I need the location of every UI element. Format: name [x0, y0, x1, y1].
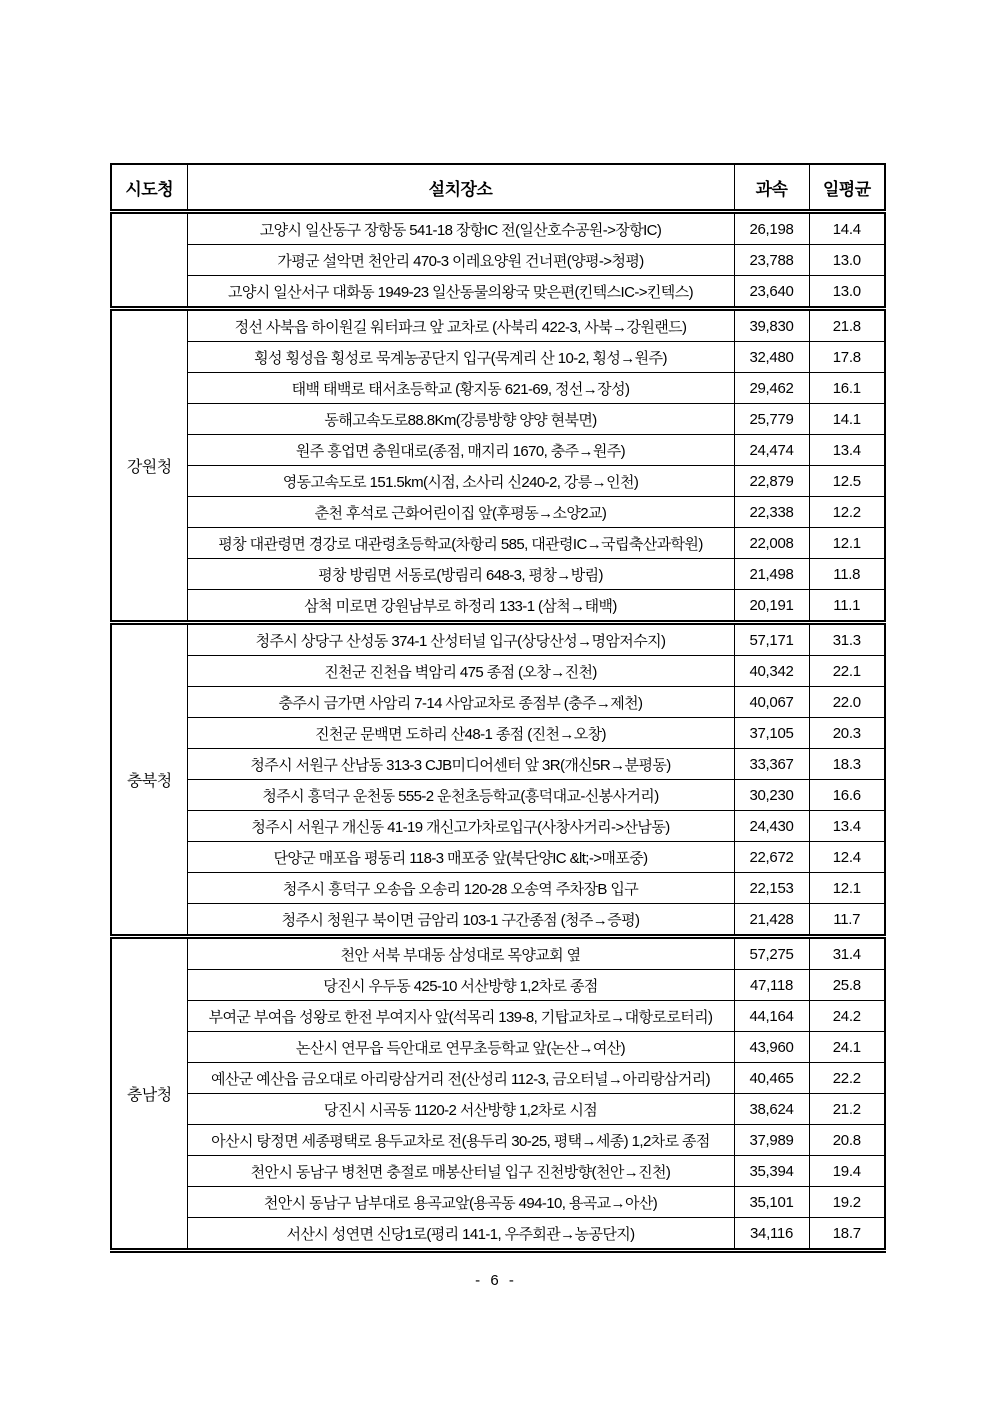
daily-avg-cell: 24.1: [809, 1032, 885, 1063]
location-text: 단양군 매포읍 평동리 118-3 매포중 앞(북단양IC &lt;->매포중): [273, 849, 648, 867]
table-row: [111, 749, 885, 780]
daily-avg-cell: 22.1: [809, 656, 885, 687]
table-row: [111, 1001, 885, 1032]
region-cell: 강원청: [111, 309, 187, 623]
location-cell: [187, 780, 734, 811]
speeding-count-cell: 35,101: [734, 1187, 809, 1218]
speeding-count-cell: 40,342: [734, 656, 809, 687]
table-row: [111, 623, 885, 656]
location-text: 원주 흥업면 충원대로(종점, 매지리 1670, 충주→원주): [295, 442, 626, 460]
speeding-count-cell: 20,191: [734, 590, 809, 623]
speeding-count-cell: 39,830: [734, 309, 809, 342]
location-text: 청주시 서원구 개신동 41-19 개신고가차로입구(사창사거리->산남동): [251, 818, 670, 836]
location-text: 춘천 후석로 근화어린이집 앞(후평동→소양2교): [314, 504, 607, 522]
location-cell: [187, 873, 734, 904]
daily-avg-cell: 12.5: [809, 466, 885, 497]
speeding-count-cell: 21,428: [734, 904, 809, 937]
table-row: [111, 342, 885, 373]
table-row: [111, 1218, 885, 1251]
speeding-count-cell: 22,008: [734, 528, 809, 559]
table-header: [111, 164, 885, 212]
daily-avg-cell: 12.1: [809, 873, 885, 904]
region-group: [111, 623, 885, 937]
region-group: [111, 309, 885, 623]
location-cell: [187, 435, 734, 466]
location-cell: [187, 656, 734, 687]
daily-avg-cell: 25.8: [809, 970, 885, 1001]
table-row: [111, 842, 885, 873]
daily-avg-cell: 20.3: [809, 718, 885, 749]
table-row: [111, 466, 885, 497]
location-text: 청주시 서원구 산남동 313-3 CJB미디어센터 앞 3R(개신5R→분평동): [250, 756, 671, 774]
speeding-count-cell: 44,164: [734, 1001, 809, 1032]
location-cell: [187, 1001, 734, 1032]
table-row: [111, 780, 885, 811]
table-row: [111, 245, 885, 276]
speeding-count-cell: 24,474: [734, 435, 809, 466]
header-speeding: 과속: [734, 164, 809, 212]
region-cell: 충남청: [111, 937, 187, 1251]
daily-avg-cell: 11.8: [809, 559, 885, 590]
region-cell: 충북청: [111, 623, 187, 937]
speeding-count-cell: 22,879: [734, 466, 809, 497]
header-daily-avg: 일평균: [809, 164, 885, 212]
table-row: [111, 497, 885, 528]
daily-avg-cell: 19.4: [809, 1156, 885, 1187]
location-text: 영동고속도로 151.5km(시점, 소사리 신240-2, 강릉→인천): [282, 473, 639, 491]
location-text: 부여군 부여읍 성왕로 한전 부여지사 앞(석목리 139-8, 기탑교차로→대항로로터리): [208, 1008, 713, 1026]
table-row: [111, 212, 885, 245]
speeding-count-cell: 40,465: [734, 1063, 809, 1094]
location-text: 천안시 동남구 남부대로 용곡교앞(용곡동 494-10, 용곡교→아산): [263, 1194, 658, 1212]
location-cell: [187, 970, 734, 1001]
location-cell: [187, 342, 734, 373]
speeding-count-cell: 23,788: [734, 245, 809, 276]
location-cell: [187, 466, 734, 497]
daily-avg-cell: 19.2: [809, 1187, 885, 1218]
daily-avg-cell: 13.0: [809, 245, 885, 276]
location-text: 천안시 동남구 병천면 충절로 매봉산터널 입구 진천방향(천안→진천): [250, 1163, 671, 1181]
region-cell: [111, 212, 187, 309]
header-location: 설치장소: [187, 164, 734, 212]
location-text: 태백 태백로 태서초등학교 (황지동 621-69, 정선→장성): [291, 380, 630, 398]
location-cell: [187, 1094, 734, 1125]
location-text: 정선 사북읍 하이원길 워터파크 앞 교차로 (사북리 422-3, 사북→강원랜드): [234, 318, 687, 336]
table-row: [111, 276, 885, 309]
location-text: 평창 방림면 서동로(방림리 648-3, 평창→방림): [318, 566, 603, 584]
daily-avg-cell: 12.1: [809, 528, 885, 559]
speeding-count-cell: 24,430: [734, 811, 809, 842]
daily-avg-cell: 22.0: [809, 687, 885, 718]
location-cell: [187, 1156, 734, 1187]
table-row: [111, 528, 885, 559]
location-cell: [187, 497, 734, 528]
daily-avg-cell: 22.2: [809, 1063, 885, 1094]
table-row: [111, 404, 885, 435]
table-row: [111, 373, 885, 404]
table-row: [111, 811, 885, 842]
location-text: 진천군 문백면 도하리 산48-1 종점 (진천→오창): [315, 725, 606, 743]
location-text: 고양시 일산서구 대화동 1949-23 일산동물의왕국 맞은편(킨텍스IC->킨텍스): [228, 283, 693, 301]
speeding-count-cell: 47,118: [734, 970, 809, 1001]
speeding-count-cell: 22,153: [734, 873, 809, 904]
location-text: 논산시 연무읍 득안대로 연무초등학교 앞(논산→여산): [295, 1039, 626, 1057]
region-group: [111, 212, 885, 309]
location-cell: [187, 749, 734, 780]
daily-avg-cell: 14.1: [809, 404, 885, 435]
table-row: [111, 970, 885, 1001]
table-row: [111, 1125, 885, 1156]
location-text: 삼척 미로면 강원남부로 하정리 133-1 (삼척→태백): [304, 597, 617, 615]
location-text: 횡성 횡성읍 횡성로 묵계농공단지 입구(묵계리 산 10-2, 횡성→원주): [254, 349, 667, 367]
location-cell: [187, 687, 734, 718]
location-cell: [187, 1125, 734, 1156]
speeding-count-cell: 29,462: [734, 373, 809, 404]
daily-avg-cell: 21.2: [809, 1094, 885, 1125]
table-row: [111, 309, 885, 342]
speeding-count-cell: 22,338: [734, 497, 809, 528]
location-text: 당진시 시곡동 1120-2 서산방향 1,2차로 시점: [323, 1101, 598, 1119]
daily-avg-cell: 18.3: [809, 749, 885, 780]
daily-avg-cell: 13.4: [809, 811, 885, 842]
location-text: 서산시 성연면 신당1로(평리 141-1, 우주회관→농공단지): [286, 1225, 635, 1243]
location-cell: [187, 245, 734, 276]
daily-avg-cell: 14.4: [809, 212, 885, 245]
table-row: [111, 937, 885, 970]
daily-avg-cell: 16.1: [809, 373, 885, 404]
location-text: 청주시 흥덕구 운천동 555-2 운천초등학교(흥덕대교-신봉사거리): [262, 787, 659, 805]
speeding-count-cell: 37,989: [734, 1125, 809, 1156]
speed-camera-table-wrap: [110, 163, 884, 1253]
location-cell: [187, 559, 734, 590]
speeding-count-cell: 22,672: [734, 842, 809, 873]
speeding-count-cell: 33,367: [734, 749, 809, 780]
location-cell: [187, 309, 734, 342]
location-cell: [187, 404, 734, 435]
speeding-count-cell: 57,171: [734, 623, 809, 656]
header-row: [111, 164, 885, 212]
daily-avg-cell: 13.4: [809, 435, 885, 466]
location-cell: [187, 373, 734, 404]
speeding-count-cell: 26,198: [734, 212, 809, 245]
location-cell: [187, 811, 734, 842]
header-region: 시도청: [111, 164, 187, 212]
table-row: [111, 873, 885, 904]
table-row: [111, 1032, 885, 1063]
speeding-count-cell: 37,105: [734, 718, 809, 749]
region-group: [111, 937, 885, 1251]
speeding-count-cell: 38,624: [734, 1094, 809, 1125]
speeding-count-cell: 32,480: [734, 342, 809, 373]
daily-avg-cell: 18.7: [809, 1218, 885, 1251]
location-cell: [187, 212, 734, 245]
daily-avg-cell: 12.2: [809, 497, 885, 528]
speeding-count-cell: 30,230: [734, 780, 809, 811]
location-text: 당진시 우두동 425-10 서산방향 1,2차로 종점: [323, 977, 598, 995]
speeding-count-cell: 35,394: [734, 1156, 809, 1187]
speeding-count-cell: 57,275: [734, 937, 809, 970]
location-cell: [187, 1218, 734, 1251]
daily-avg-cell: 21.8: [809, 309, 885, 342]
table-row: [111, 1094, 885, 1125]
daily-avg-cell: 31.3: [809, 623, 885, 656]
location-cell: [187, 842, 734, 873]
location-cell: [187, 1032, 734, 1063]
daily-avg-cell: 17.8: [809, 342, 885, 373]
speed-camera-table: [110, 163, 886, 1253]
table-row: [111, 1156, 885, 1187]
location-text: 동해고속도로88.8Km(강릉방향 양양 현북면): [324, 411, 597, 429]
table-row: [111, 590, 885, 623]
table-row: [111, 656, 885, 687]
location-text: 예산군 예산읍 금오대로 아리랑삼거리 전(산성리 112-3, 금오터널→아리랑삼거리): [210, 1070, 711, 1088]
speeding-count-cell: 21,498: [734, 559, 809, 590]
location-cell: [187, 904, 734, 937]
location-cell: [187, 276, 734, 309]
table-row: [111, 687, 885, 718]
table-row: [111, 435, 885, 466]
daily-avg-cell: 11.7: [809, 904, 885, 937]
page-number: - 6 -: [475, 1272, 517, 1289]
table-row: [111, 718, 885, 749]
table-row: [111, 1187, 885, 1218]
location-cell: [187, 590, 734, 623]
location-text: 가평군 설악면 천안리 470-3 이레요양원 건너편(양평->청평): [277, 252, 644, 270]
location-text: 고양시 일산동구 장항동 541-18 장항IC 전(일산호수공원->장항IC): [259, 221, 662, 239]
speeding-count-cell: 23,640: [734, 276, 809, 309]
daily-avg-cell: 12.4: [809, 842, 885, 873]
location-cell: [187, 937, 734, 970]
location-cell: [187, 718, 734, 749]
daily-avg-cell: 11.1: [809, 590, 885, 623]
table-row: [111, 559, 885, 590]
daily-avg-cell: 31.4: [809, 937, 885, 970]
daily-avg-cell: 20.8: [809, 1125, 885, 1156]
location-text: 청주시 상당구 산성동 374-1 산성터널 입구(상당산성→명암저수지): [255, 632, 666, 650]
daily-avg-cell: 24.2: [809, 1001, 885, 1032]
location-text: 청주시 청원구 북이면 금암리 103-1 구간종점 (청주→증평): [281, 911, 640, 929]
daily-avg-cell: 16.6: [809, 780, 885, 811]
location-cell: [187, 1187, 734, 1218]
location-text: 천안 서북 부대동 삼성대로 목양교회 옆: [340, 946, 581, 964]
location-text: 평창 대관령면 경강로 대관령초등학교(차항리 585, 대관령IC→국립축산과학원): [218, 535, 703, 553]
speeding-count-cell: 40,067: [734, 687, 809, 718]
location-text: 아산시 탕정면 세종평택로 용두교차로 전(용두리 30-25, 평택→세종) 1,2차로 종점: [211, 1132, 710, 1150]
table-row: [111, 1063, 885, 1094]
table-row: [111, 904, 885, 937]
daily-avg-cell: 13.0: [809, 276, 885, 309]
speeding-count-cell: 34,116: [734, 1218, 809, 1251]
location-cell: [187, 623, 734, 656]
location-cell: [187, 528, 734, 559]
location-cell: [187, 1063, 734, 1094]
location-text: 진천군 진천읍 벽암리 475 종점 (오창→진천): [324, 663, 597, 681]
speeding-count-cell: 25,779: [734, 404, 809, 435]
location-text: 청주시 흥덕구 오송읍 오송리 120-28 오송역 주차장B 입구: [282, 880, 639, 898]
speeding-count-cell: 43,960: [734, 1032, 809, 1063]
location-text: 충주시 금가면 사암리 7-14 사암교차로 종점부 (충주→제천): [278, 694, 643, 712]
